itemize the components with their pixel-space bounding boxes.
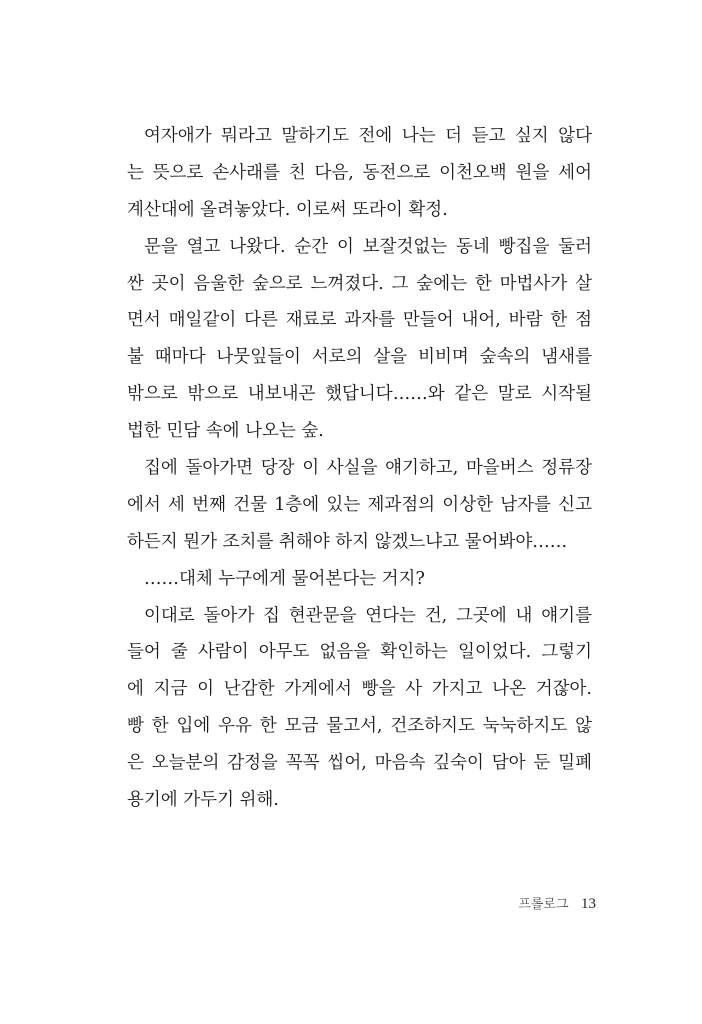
text-line: 이대로 돌아가 집 현관문을 연다는 건, 그곳에 내 얘기를 (144, 605, 592, 626)
text-line: 싼 곳이 음울한 숲으로 느껴졌다. 그 숲에는 한 마법사가 살 (127, 273, 592, 294)
text-line: 에서 세 번째 건물 1층에 있는 제과점의 이상한 남자를 신고 (127, 494, 592, 515)
text-line: 법한 민담 속에 나오는 숲. (127, 421, 324, 442)
text-line: 는 뜻으로 손사래를 친 다음, 동전으로 이천오백 원을 세어 (127, 162, 592, 183)
text-line: 들어 줄 사람이 아무도 없음을 확인하는 일이었다. 그렇기 (127, 642, 592, 663)
text-line: 집에 돌아가면 당장 이 사실을 얘기하고, 마을버스 정류장 (144, 458, 592, 479)
body-text (127, 118, 592, 819)
text-line: 면서 매일같이 다른 재료로 과자를 만들어 내어, 바람 한 점 (127, 310, 592, 331)
page-number: 13 (581, 896, 596, 912)
text-line: 빵 한 입에 우유 한 모금 물고서, 건조하지도 눅눅하지도 않 (127, 716, 592, 737)
page-footer (518, 893, 596, 913)
text-line: 은 오늘분의 감정을 꼭꼭 씹어, 마음속 깊숙이 담아 둔 밀폐 (127, 753, 592, 774)
running-footer-chapter: 프롤로그 (518, 897, 569, 912)
text-line: 용기에 가두기 위해. (127, 790, 279, 811)
text-line: 불 때마다 나뭇잎들이 서로의 살을 비비며 숲속의 냄새를 (127, 347, 592, 368)
text-line: 밖으로 밖으로 내보내곤 했답니다……와 같은 말로 시작될 (127, 384, 592, 405)
text-line: 문을 열고 나왔다. 순간 이 보잘것없는 동네 빵집을 둘러 (144, 236, 592, 257)
text-line: ……대체 누구에게 물어본다는 거지? (144, 568, 425, 589)
text-line: 하든지 뭔가 조치를 취해야 하지 않겠느냐고 물어봐야…… (127, 531, 568, 552)
text-line: 여자애가 뭐라고 말하기도 전에 나는 더 듣고 싶지 않다 (144, 126, 592, 146)
text-line: 계산대에 올려놓았다. 이로써 또라이 확정. (127, 199, 448, 220)
text-line: 에 지금 이 난감한 가게에서 빵을 사 가지고 나온 거잖아. (127, 679, 592, 700)
